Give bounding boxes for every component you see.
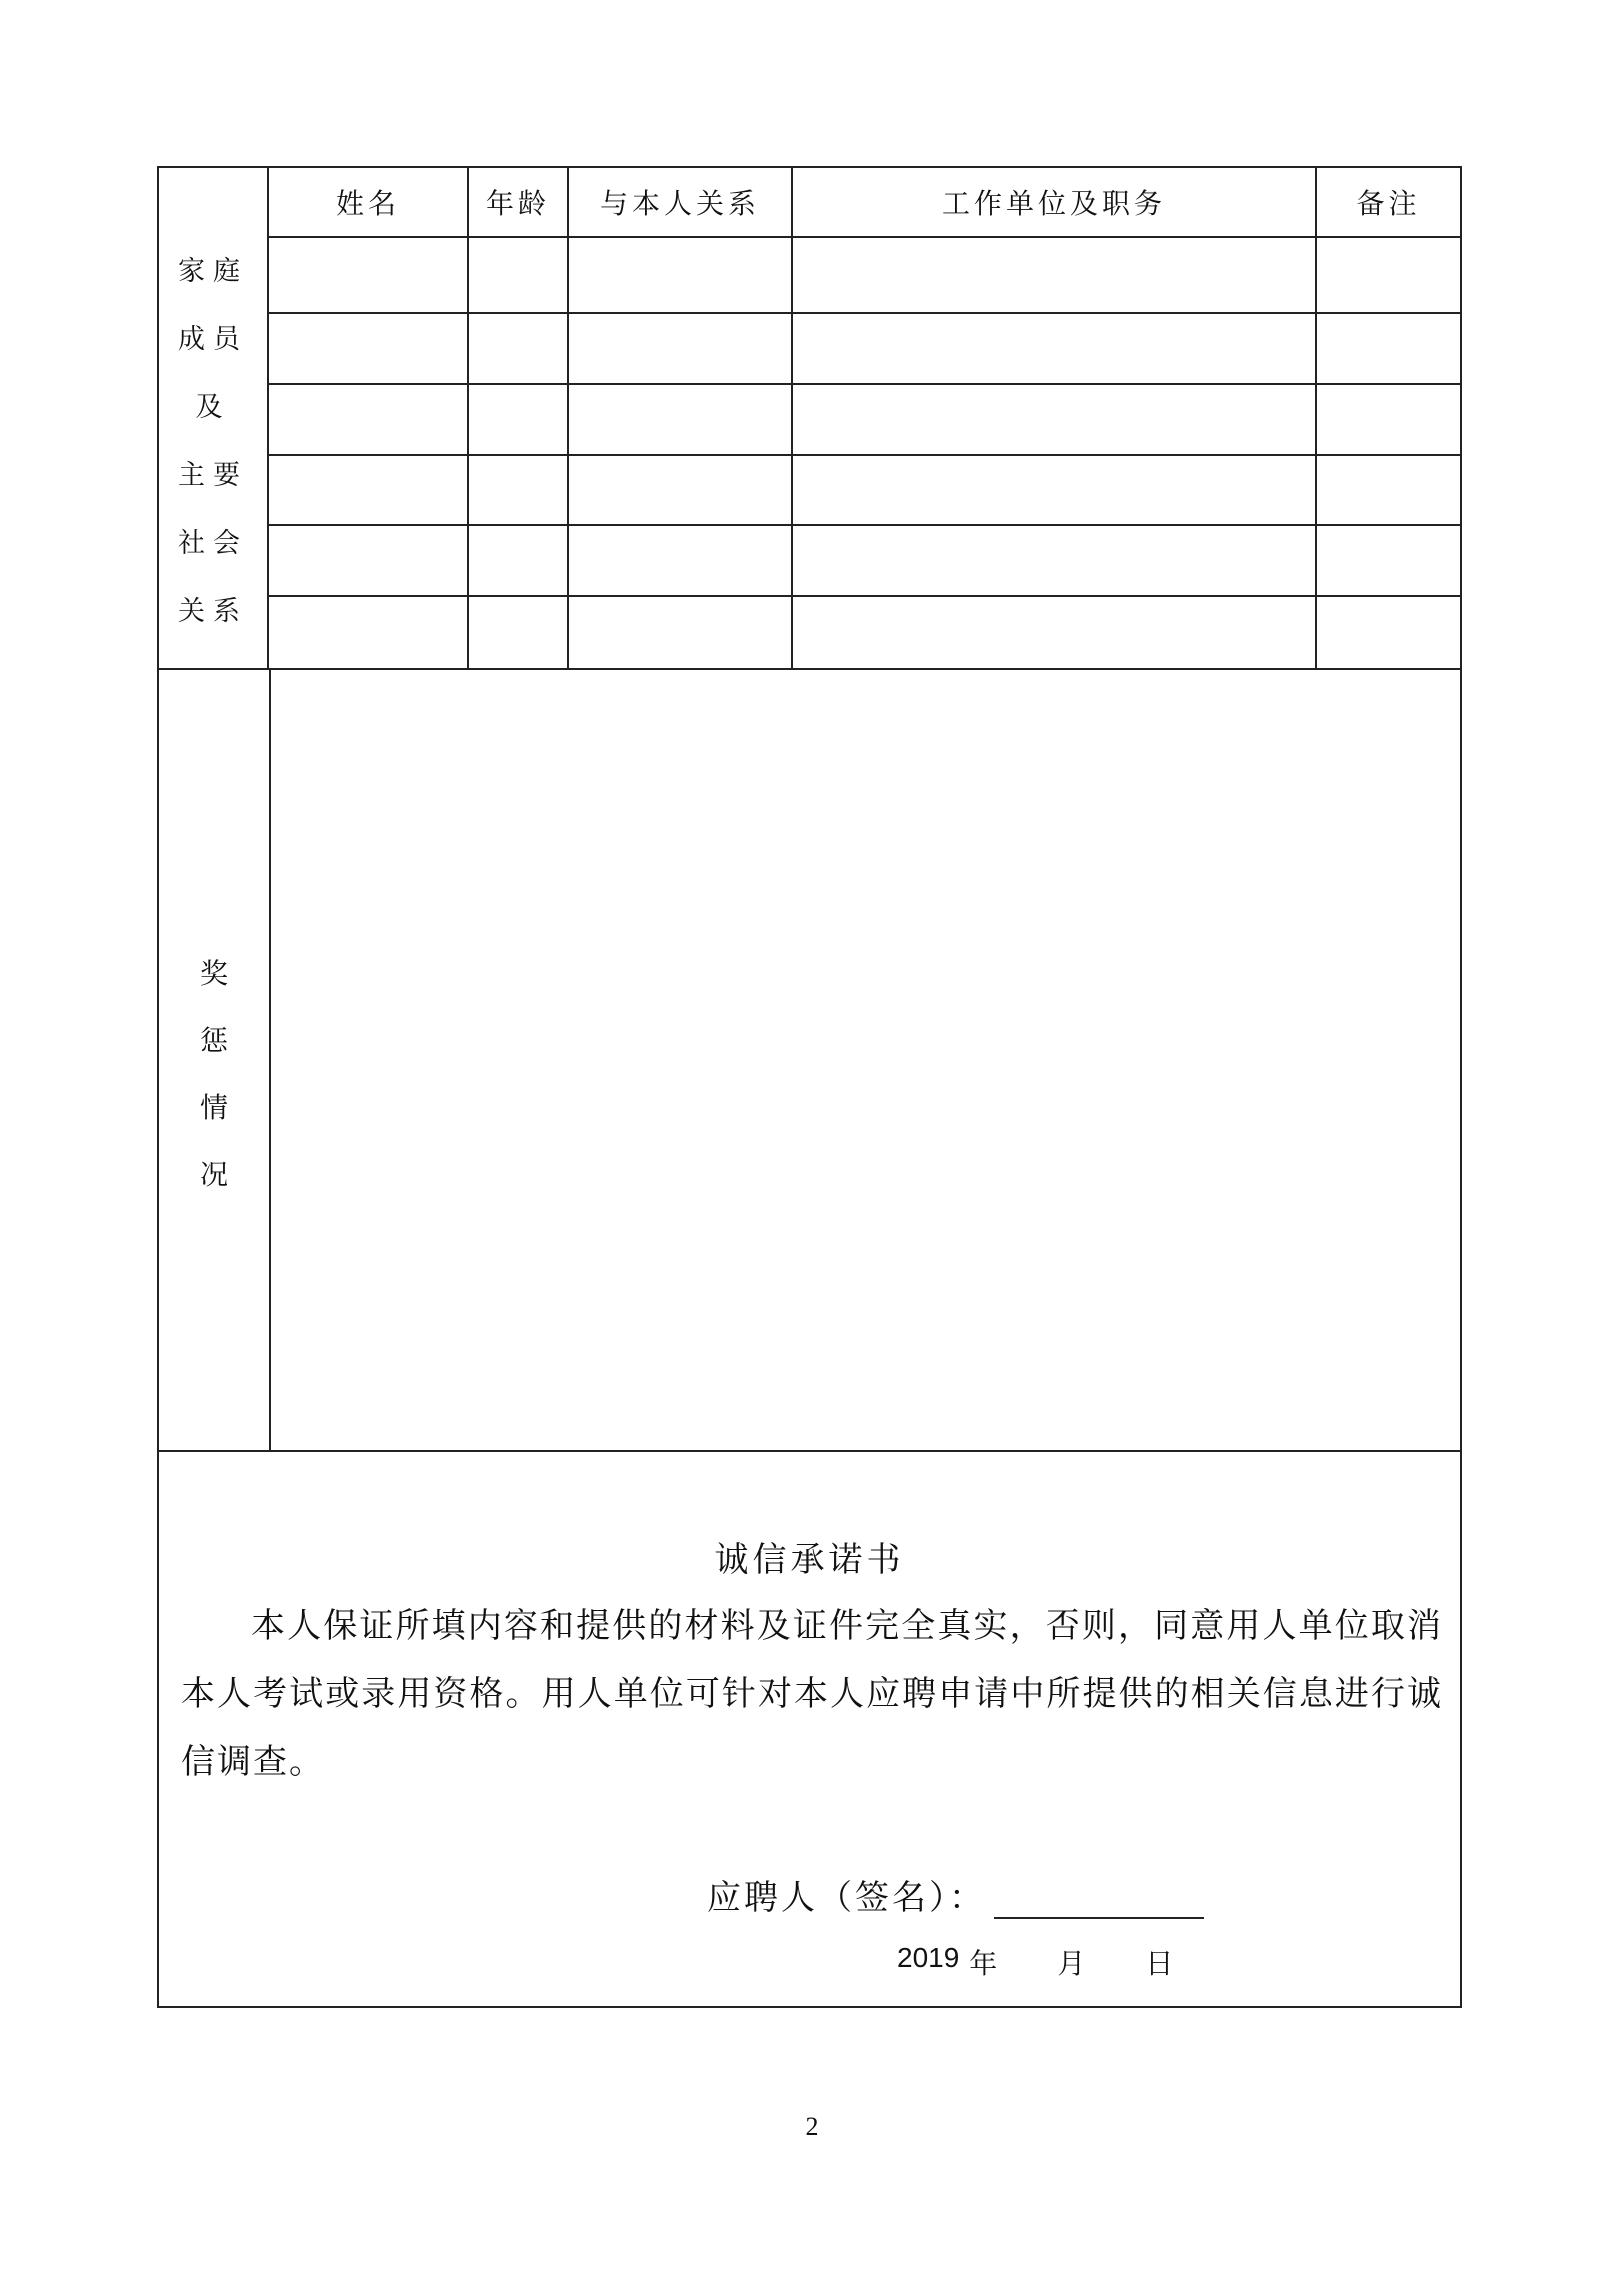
cell-relation[interactable]: [569, 385, 793, 454]
family-label-line: 家庭: [178, 256, 248, 287]
cell-workplace[interactable]: [793, 238, 1317, 312]
family-table: [269, 168, 1460, 668]
awards-section: [159, 668, 1460, 1452]
awards-label-char: 情: [199, 1091, 228, 1124]
cell-workplace[interactable]: [793, 385, 1317, 454]
cell-age[interactable]: [469, 238, 569, 312]
date-row: [897, 1942, 1173, 1982]
cell-name[interactable]: [269, 456, 469, 524]
cell-relation[interactable]: [569, 456, 793, 524]
awards-label-char: 况: [199, 1158, 228, 1191]
cell-remark[interactable]: [1317, 238, 1460, 312]
cell-relation[interactable]: [569, 238, 793, 312]
cell-name[interactable]: [269, 314, 469, 383]
application-form: [157, 166, 1462, 2008]
header-name: 姓名: [269, 168, 469, 236]
awards-label-char: 奖: [199, 957, 228, 990]
cell-remark[interactable]: [1317, 597, 1460, 668]
cell-remark[interactable]: [1317, 385, 1460, 454]
awards-section-label: [159, 670, 271, 1450]
awards-label-char: 惩: [199, 1024, 228, 1057]
cell-age[interactable]: [469, 456, 569, 524]
cell-age[interactable]: [469, 526, 569, 595]
family-table-row: [269, 597, 1460, 668]
cell-name[interactable]: [269, 238, 469, 312]
cell-age[interactable]: [469, 385, 569, 454]
date-day-unit: 日: [1145, 1947, 1174, 1980]
pledge-body: 本人保证所填内容和提供的材料及证件完全真实，否则，同意用人单位取消本人考试或录用资格。用人单位可针对本人应聘申请中所提供的相关信息进行诚信调查。: [181, 1606, 1443, 1782]
family-table-row: [269, 314, 1460, 385]
integrity-pledge-section: [159, 1452, 1460, 2006]
cell-remark[interactable]: [1317, 456, 1460, 524]
cell-name[interactable]: [269, 597, 469, 668]
family-label-line: 主要: [178, 460, 248, 491]
page-number: 2: [805, 2112, 819, 2141]
date-year: 2019: [897, 1942, 960, 1973]
family-table-row: [269, 385, 1460, 456]
cell-name[interactable]: [269, 526, 469, 595]
cell-age[interactable]: [469, 314, 569, 383]
family-label-line: 社会: [178, 528, 248, 559]
cell-remark[interactable]: [1317, 526, 1460, 595]
header-workplace: 工作单位及职务: [793, 168, 1317, 236]
cell-relation[interactable]: [569, 597, 793, 668]
cell-name[interactable]: [269, 385, 469, 454]
header-remark: 备注: [1356, 187, 1421, 220]
family-label-line: 关系: [178, 596, 248, 627]
cell-workplace[interactable]: [793, 456, 1317, 524]
date-month-unit: 月: [1057, 1947, 1086, 1980]
awards-content-field[interactable]: [271, 670, 1460, 1450]
cell-relation[interactable]: [569, 526, 793, 595]
pledge-title: 诚信承诺书: [714, 1540, 905, 1580]
family-section-label: [159, 168, 269, 668]
cell-age[interactable]: [469, 597, 569, 668]
family-table-header: [269, 168, 1460, 238]
header-age: 年龄: [469, 168, 569, 236]
signature-line[interactable]: [994, 1877, 1204, 1919]
family-label-line: 及: [195, 392, 231, 423]
cell-workplace[interactable]: [793, 597, 1317, 668]
family-label-line: 成员: [178, 324, 248, 355]
family-table-row: [269, 526, 1460, 597]
cell-workplace[interactable]: [793, 526, 1317, 595]
header-relation: 与本人关系: [569, 168, 793, 236]
signature-label: 应聘人（签名）：: [707, 1878, 986, 1918]
family-section: [159, 168, 1460, 668]
family-table-row: [269, 238, 1460, 314]
cell-workplace[interactable]: [793, 314, 1317, 383]
cell-relation[interactable]: [569, 314, 793, 383]
family-table-row: [269, 456, 1460, 526]
signature-row: [707, 1870, 1204, 1919]
cell-remark[interactable]: [1317, 314, 1460, 383]
date-year-unit: 年: [969, 1947, 998, 1980]
